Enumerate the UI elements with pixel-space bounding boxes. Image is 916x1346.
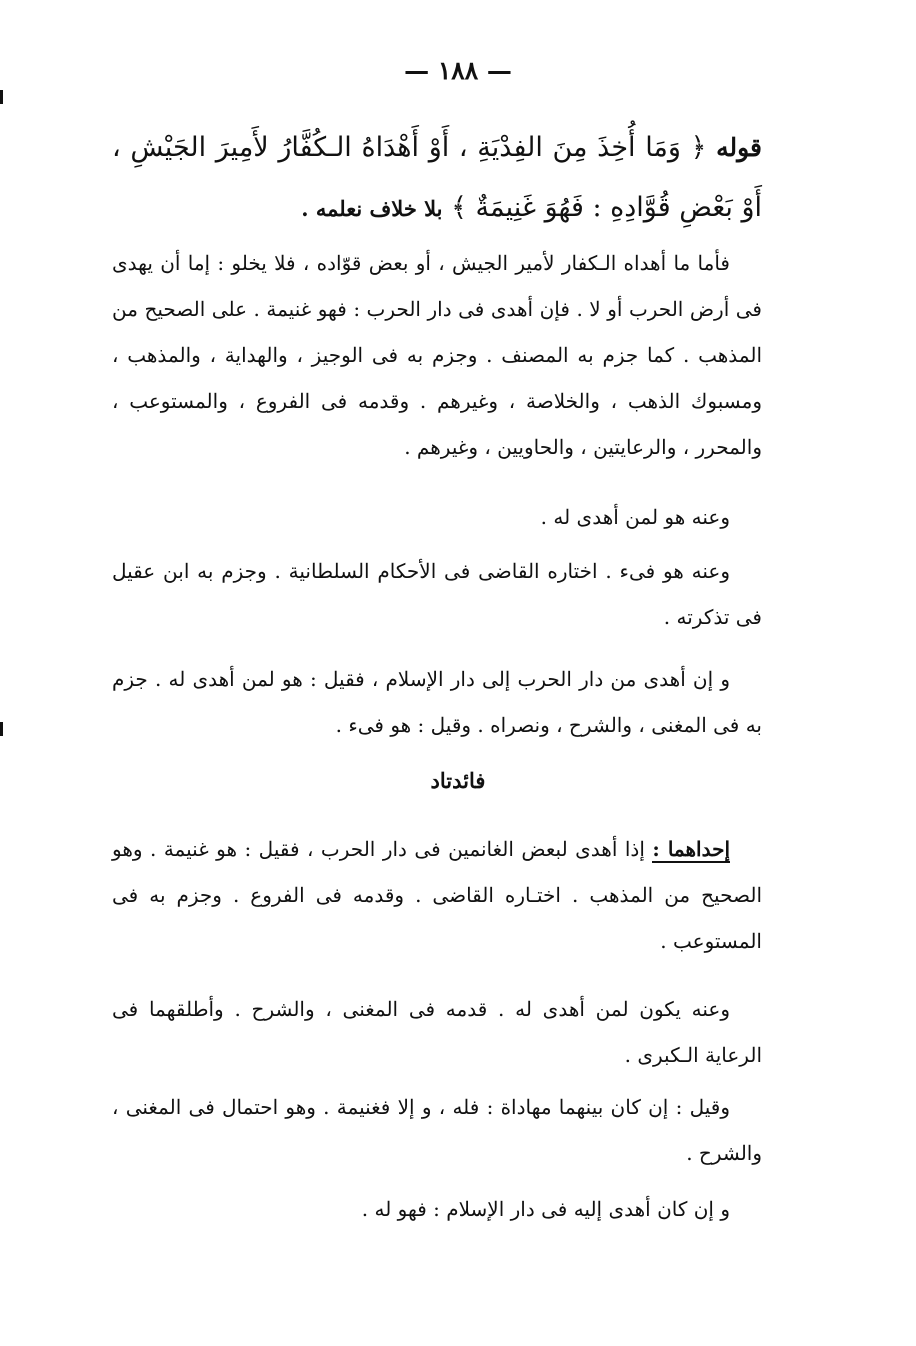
paragraph-8: و إن كان أهدى إليه فى دار الإسلام : فهو له . [361, 1197, 730, 1221]
paragraph-5-text: إذا أهدى لبعض الغانمين فى دار الحرب ، فقيل : هو غنيمة . وهو الصحيح من المذهب . اختـاره القاضى . وقدمه فى الفروع . وجزم به فى المستوعب . [112, 837, 762, 953]
quote-lead-word: قوله [716, 133, 762, 162]
page-number: — ١٨٨ — [404, 56, 512, 85]
quote-tail: بلا خلاف نعلمه . [301, 196, 443, 221]
margin-mark-middle [0, 722, 3, 736]
margin-mark-top [0, 90, 3, 104]
section-heading: فائدتاد [430, 768, 486, 793]
paragraph-1: فأما ما أهداه الـكفار لأمير الجيش ، أو بعض قوّاده ، فلا يخلو : إما أن يهدى فى أرض الحرب أو لا . فإن أهدى فى دار الحرب : فهو غنيمة . على الصحيح من المذهب . كما جزم به المصنف . وجزم به فى الوجيز ، والهداية ، والمذهب ، ومسبوك الذهب ، والخلاصة ، وغيرهم . وقدمه فى الفروع ، والمستوعب ، والمحرر ، والرعايتين ، والحاويين ، وغيرهم . [112, 251, 762, 459]
benefit-lead-word: إحداهما : [652, 837, 730, 861]
quoted-verse: ﴿ وَمَا أُخِذَ مِنَ الفِدْيَةِ ، أَوْ أَهْدَاهُ الـكُفَّارُ لأَمِيرَ الجَيْشِ ، أَوْ بَعْضِ قُوَّادِهِ : فَهُوَ غَنِيمَةٌ ﴾ [112, 132, 762, 223]
paragraph-4: و إن أهدى من دار الحرب إلى دار الإسلام ، فقيل : هو لمن أهدى له . جزم به فى المغنى ، والشرح ، ونصراه . وقيل : هو فىء . [112, 667, 762, 737]
quoted-text-block [112, 118, 762, 239]
paragraph-7: وقيل : إن كان بينهما مهاداة : فله ، و إلا فغنيمة . وهو احتمال فى المغنى ، والشرح . [112, 1095, 762, 1165]
paragraph-6: وعنه يكون لمن أهدى له . قدمه فى المغنى ، والشرح . وأطلقهما فى الرعاية الـكبرى . [112, 997, 762, 1067]
paragraph-3: وعنه هو فىء . اختاره القاضى فى الأحكام السلطانية . وجزم به ابن عقيل فى تذكرته . [112, 559, 762, 629]
paragraph-5 [112, 826, 762, 964]
paragraph-2: وعنه هو لمن أهدى له . [540, 505, 730, 529]
